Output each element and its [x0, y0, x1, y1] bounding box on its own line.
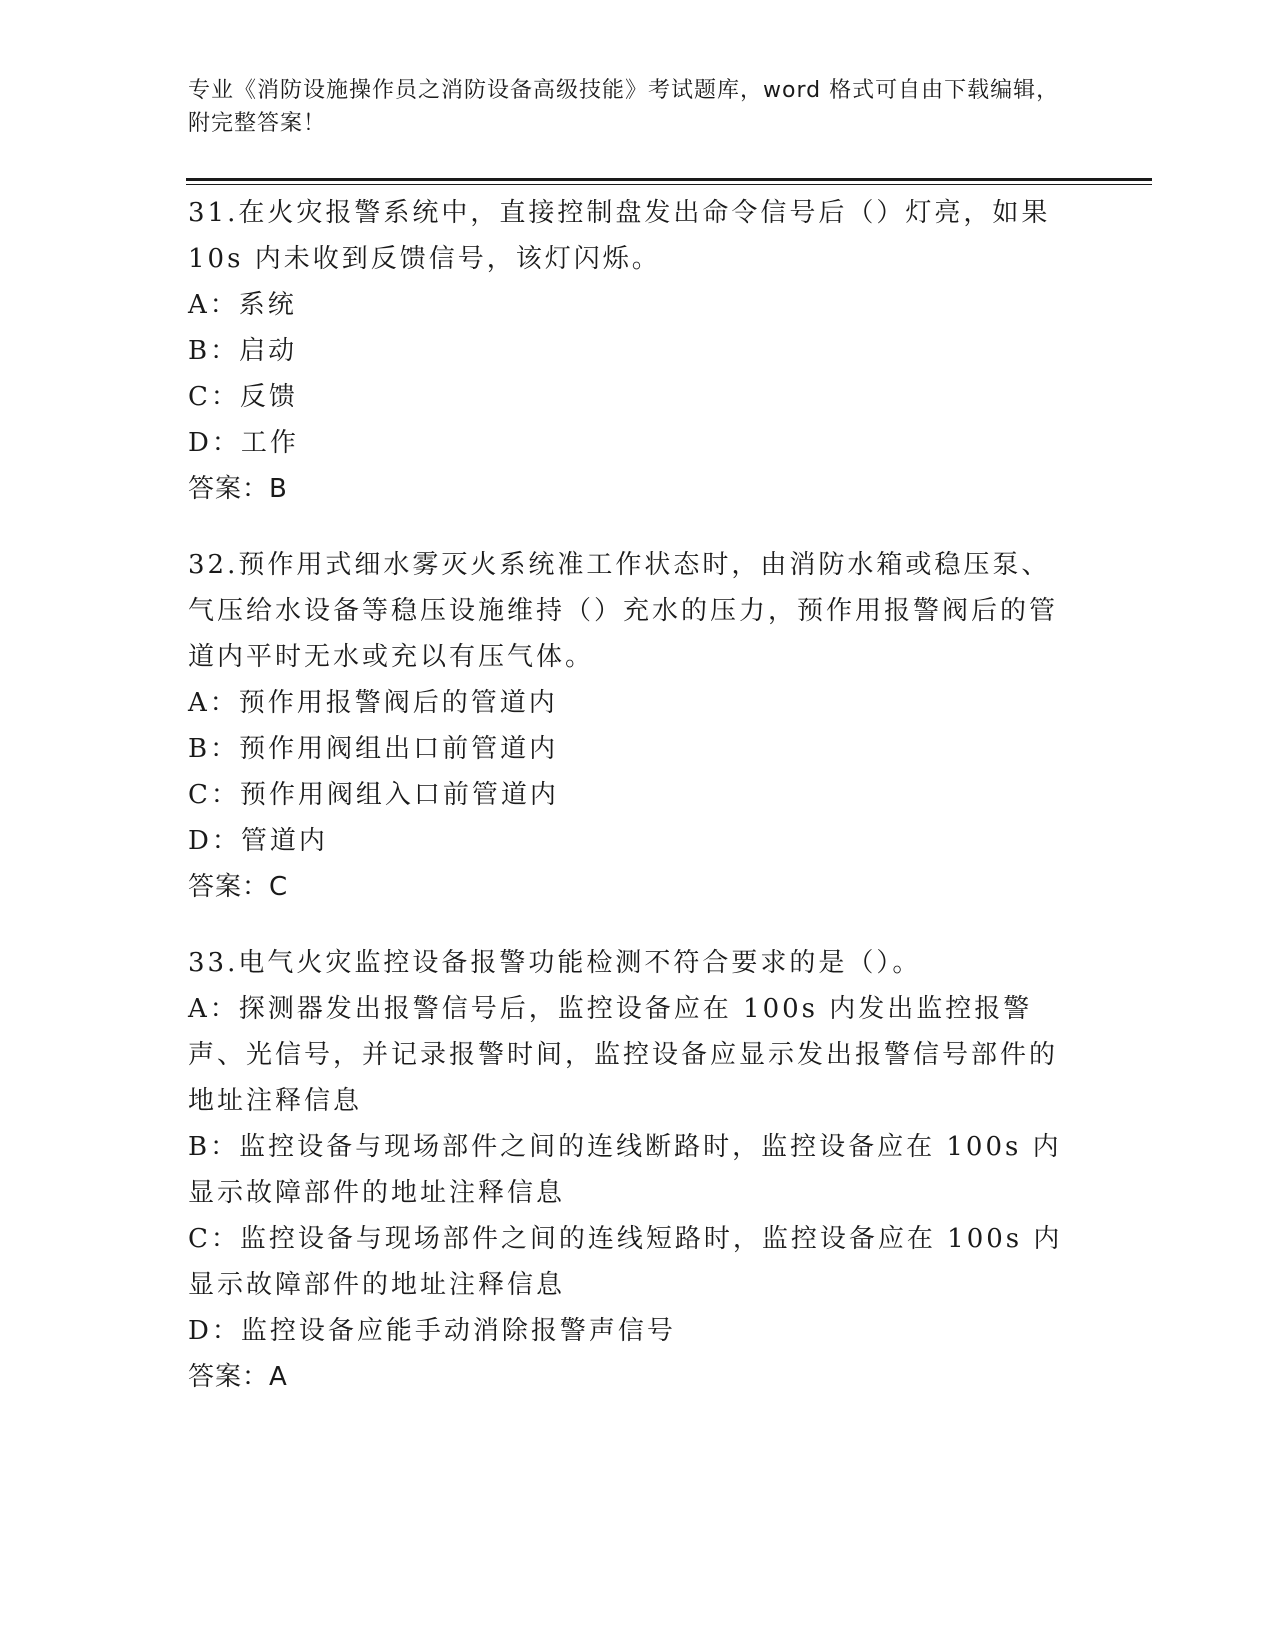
option-d: D：监控设备应能手动消除报警声信号 — [188, 1316, 676, 1346]
option-b: B：监控设备与现场部件之间的连线断路时，监控设备应在 100s 内显示故障部件的地址注释信息 — [188, 1132, 1062, 1208]
option-c: C：监控设备与现场部件之间的连线短路时，监控设备应在 100s 内显示故障部件的地址注释信息 — [188, 1224, 1063, 1300]
option-c: C：反馈 — [188, 382, 298, 412]
option-c: C：预作用阀组入口前管道内 — [188, 780, 559, 810]
answer-line: 答案：A — [188, 1362, 288, 1392]
question-list — [188, 190, 1078, 1430]
answer-line: 答案：C — [188, 872, 289, 902]
question-32 — [188, 542, 1078, 910]
question-33 — [188, 940, 1078, 1400]
option-d: D：工作 — [188, 428, 299, 458]
header-divider-thin — [186, 184, 1152, 185]
document-header: 专业《消防设施操作员之消防设备高级技能》考试题库，word 格式可自由下载编辑，附完整答案！ — [188, 78, 1060, 136]
option-b: B：预作用阀组出口前管道内 — [188, 734, 559, 764]
option-b: B：启动 — [188, 336, 298, 366]
question-stem: 33.电气火灾监控设备报警功能检测不符合要求的是（）。 — [188, 948, 922, 978]
option-a: A：系统 — [188, 290, 297, 320]
question-stem: 32.预作用式细水雾灭火系统准工作状态时，由消防水箱或稳压泵、气压给水设备等稳压设施维持（）充水的压力，预作用报警阀后的管道内平时无水或充以有压气体。 — [188, 550, 1059, 672]
option-a: A：预作用报警阀后的管道内 — [188, 688, 558, 718]
header-divider-thick — [186, 178, 1152, 181]
question-31 — [188, 190, 1078, 512]
option-d: D：管道内 — [188, 826, 328, 856]
answer-line: 答案：B — [188, 474, 288, 504]
option-a: A：探测器发出报警信号后，监控设备应在 100s 内发出监控报警声、光信号，并记录报警时间，监控设备应显示发出报警信号部件的地址注释信息 — [188, 994, 1059, 1116]
question-stem: 31.在火灾报警系统中，直接控制盘发出命令信号后（）灯亮，如果10s 内未收到反馈信号，该灯闪烁。 — [188, 198, 1051, 274]
